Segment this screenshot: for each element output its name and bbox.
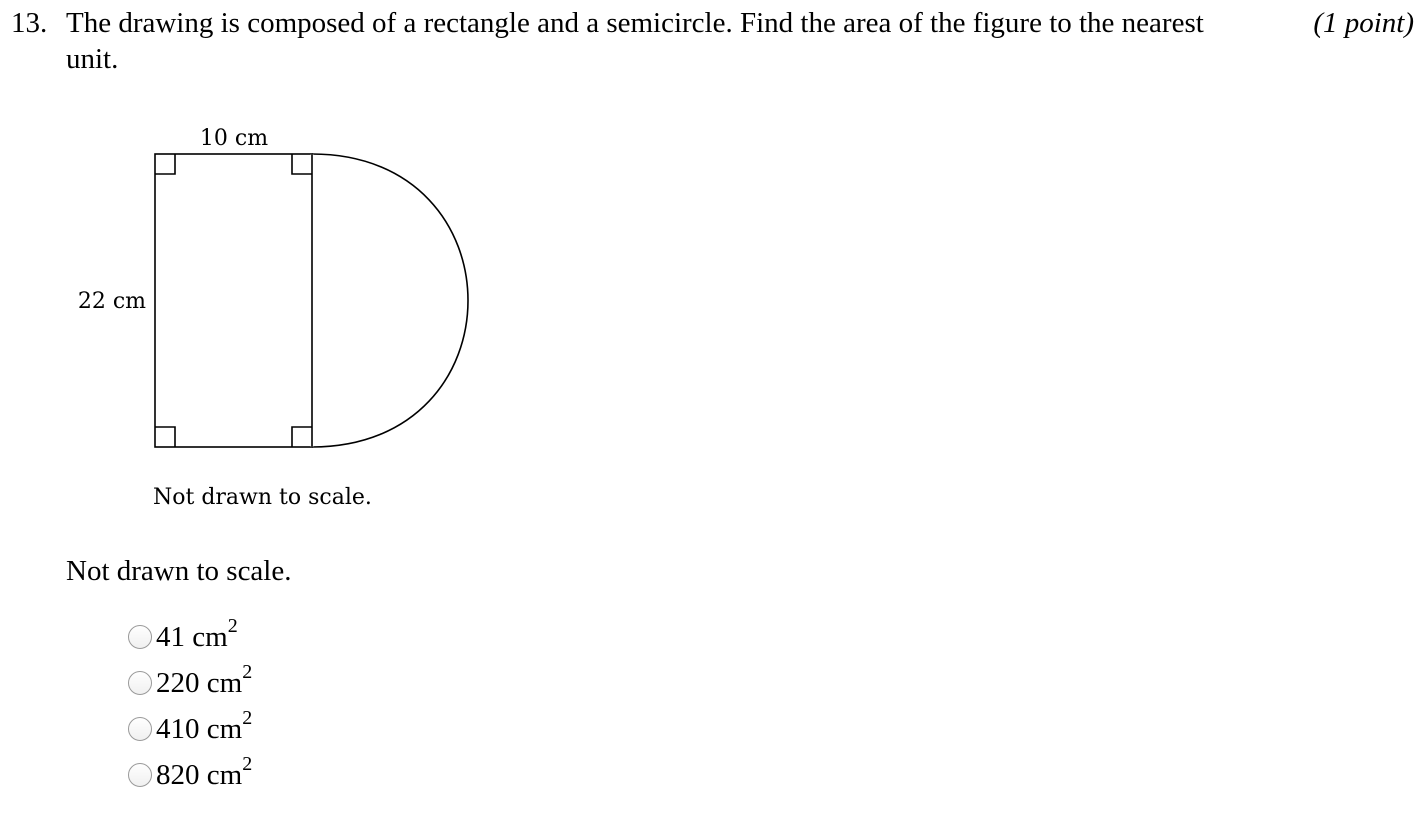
radio-button[interactable] bbox=[128, 625, 152, 649]
answer-option-label: 820 $cm^2$ bbox=[156, 752, 253, 791]
radio-button[interactable] bbox=[128, 717, 152, 741]
radio-button[interactable] bbox=[128, 671, 152, 695]
answer-option-label: 220 $cm^2$ bbox=[156, 660, 253, 699]
right-angle-marker bbox=[155, 427, 175, 447]
figure-side-label: 22 cm bbox=[77, 289, 146, 314]
answer-option[interactable] bbox=[128, 614, 252, 660]
right-angle-marker bbox=[292, 427, 312, 447]
figure-caption: Not drawn to scale. bbox=[153, 485, 372, 510]
right-angle-marker bbox=[292, 154, 312, 174]
answer-option[interactable] bbox=[128, 660, 252, 706]
figure-rectangle bbox=[155, 154, 312, 447]
question-number: 13. bbox=[11, 7, 48, 39]
scale-note: Not drawn to scale. bbox=[66, 555, 292, 587]
radio-button[interactable] bbox=[128, 763, 152, 787]
figure-top-label: 10 cm bbox=[199, 126, 269, 151]
answer-option-label: 410 $cm^2$ bbox=[156, 706, 253, 745]
figure-semicircle bbox=[312, 154, 468, 447]
answer-option[interactable] bbox=[128, 706, 252, 752]
question-text: The drawing is composed of a rectangle and a semicircle. Find the area of the figure to the nearest unit. bbox=[66, 7, 1204, 75]
right-angle-marker bbox=[155, 154, 175, 174]
answer-option-label: 41 $cm^2$ bbox=[156, 614, 238, 653]
answer-option[interactable] bbox=[128, 752, 252, 798]
question-points: (1 point) bbox=[1313, 7, 1414, 39]
geometry-figure bbox=[0, 0, 520, 520]
answer-choices bbox=[128, 614, 252, 798]
